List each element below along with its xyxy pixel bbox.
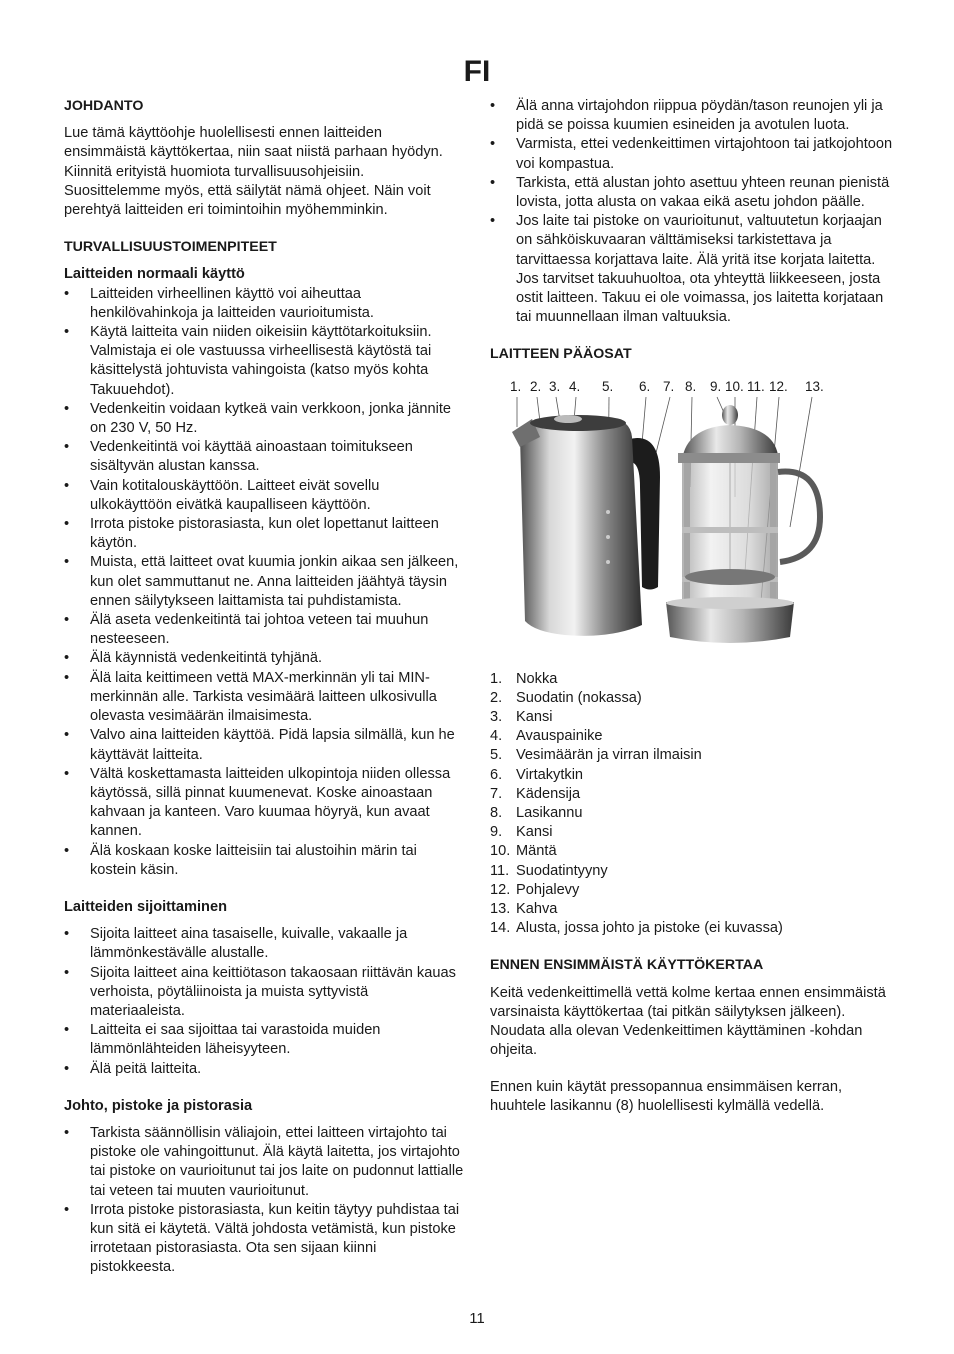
list-item: • Vältä koskettamasta laitteiden ulkopintoja niiden ollessa käytössä, sillä pinnat kuumenevat. Koske ainoastaan kahvaan ja kanteen. Varo kuumaa höyryä, kun avaat kannen. — [64, 765, 464, 842]
list-item: • Vedenkeitintä voi käyttää ainoastaan toimitukseen sisältyvän alustan kanssa. — [64, 438, 464, 476]
list-item: • Älä anna virtajohdon riippua pöydän/tason reunojen yli ja pidä se poissa kuumien esineiden ja avotulen luota. — [490, 97, 895, 135]
list-item: • Tarkista säännöllisin väliajoin, ettei laitteen virtajohto tai pistoke ole vahingoittunut. Älä käytä laitetta, jos virtajohto tai pistoke on vaurioitunut tai jos laite on pudonnut lattialle tai veteen tai muuten vaurioitunut. — [64, 1124, 464, 1201]
list-item: • Käytä laitteita vain niiden oikeisiin käyttötarkoituksiin. Valmistaja ei ole vastuussa virheellisestä käytöstä tai käsittelystä johtuvista vahingoista (katso myös kohta Takuuehdot). — [64, 323, 464, 400]
cord-list — [64, 1124, 464, 1278]
list-item: • Laitteita ei saa sijoittaa tai varastoida muiden lämmönlähteiden läheisyyteen. — [64, 1021, 464, 1059]
list-item: • Älä laita keittimeen vettä MAX-merkinnän yli tai MIN-merkinnän alle. Tarkista vesimäärä laitteen ulkosivulla olevasta vesimäärän ilmaisimesta. — [64, 669, 464, 727]
cord-list-continued — [490, 97, 895, 327]
list-item: • Jos laite tai pistoke on vaurioitunut, valtuutetun korjaajan on sähköiskuvaaran välttämiseksi tarkistettava ja tarvittaessa korjattava laite. Älä yritä itse korjata laitetta. Jos tarvitset takuuhuoltoa, ota yhteyttä liikkeeseen, josta ostit laitteen. Takuu ei ole voimassa, jos laitetta korjataan tai muunnellaan ilman valtuuksia. — [490, 212, 895, 327]
list-item: • Muista, että laitteet ovat kuumia jonkin aikaa sen jälkeen, kun olet sammuttanut ne. Anna laitteiden jäähtyä täysin ennen säilytykseen laittamista tai puhdistamista. — [64, 553, 464, 611]
normal-use-heading: Laitteiden normaali käyttö — [64, 266, 245, 283]
figure-label: 1. — [510, 378, 522, 394]
list-item: 3. Kansi — [490, 709, 553, 726]
list-item: • Älä koskaan koske laitteisiin tai alustoihin märin tai kostein käsin. — [64, 842, 464, 880]
first-use-heading: ENNEN ENSIMMÄISTÄ KÄYTTÖKERTAA — [490, 957, 764, 974]
kettle-and-press-illustration — [490, 377, 895, 662]
language-code: FI — [463, 55, 491, 88]
list-item: • Laitteiden virheellinen käyttö voi aiheuttaa henkilövahinkoja ja laitteiden vaurioitumista. — [64, 285, 464, 323]
list-item: • Varmista, ettei vedenkeittimen virtajohtoon tai jatkojohtoon voi kompastua. — [490, 135, 895, 173]
intro-text: Lue tämä käyttöohje huolellisesti ennen laitteiden ensimmäistä käyttökertaa, niin saat niistä parhaan hyödyn. Kiinnitä erityistä huomiota turvallisuusohjeisiin. Suosittelemme myös, että säilytät nämä ohjeet. Näin voit perehtyä laitteiden eri toimintoihin myöhemminkin. — [64, 125, 443, 219]
first-use-paragraph-1: Keitä vedenkeittimellä vettä kolme kertaa ennen ensimmäistä varsinaista käyttökertaa (tai pitkän säilytyksen jälkeen). Noudata alla olevan Vedenkeittimen käyttäminen -kohdan ohjeita. — [490, 984, 886, 1059]
normal-use-list — [64, 285, 464, 880]
cord-heading: Johto, pistoke ja pistorasia — [64, 1097, 253, 1114]
list-item: 7. Kädensija — [490, 785, 581, 802]
list-item: 11. Suodatintyyny — [490, 862, 608, 879]
list-item: 6. Virtakytkin — [490, 766, 584, 783]
figure-label: 8. — [685, 378, 697, 394]
first-use-paragraph-2: Ennen kuin käytät pressopannua ensimmäisen kerran, huuhtele lasikannu (8) huolellisesti kylmällä vedellä. — [490, 1078, 843, 1114]
figure-label: 10. — [725, 378, 744, 394]
list-item: • Tarkista, että alustan johto asettuu yhteen reunan pienistä lovista, jotta alusta on vakaa eikä asetu johdon päälle. — [490, 174, 895, 212]
right-column — [490, 97, 895, 1116]
page-number: 11 — [469, 1310, 485, 1327]
figure-label: 2. — [530, 378, 542, 394]
figure-label: 12. — [769, 378, 788, 394]
left-column — [64, 97, 464, 1278]
list-item: 10. Mäntä — [490, 843, 557, 860]
figure-label: 4. — [569, 378, 581, 394]
figure-label: 3. — [549, 378, 561, 394]
list-item: 2. Suodatin (nokassa) — [490, 689, 642, 706]
list-item: • Valvo aina laitteiden käyttöä. Pidä lapsia silmällä, kun he käyttävät laitteita. — [64, 726, 464, 764]
safety-heading: TURVALLISUUSTOIMENPITEET — [64, 239, 277, 256]
list-item: 13. Kahva — [490, 901, 558, 918]
list-item: • Sijoita laitteet aina keittiötason takaosaan riittävän kauas verhoista, pöytäliinoista ja muista syttyvistä materiaaleista. — [64, 964, 464, 1022]
parts-heading: LAITTEEN PÄÄOSAT — [490, 346, 632, 363]
list-item: 1. Nokka — [490, 670, 558, 687]
list-item: 8. Lasikannu — [490, 805, 583, 822]
product-figure — [490, 377, 895, 662]
list-item: 12. Pohjalevy — [490, 881, 580, 898]
list-item: • Irrota pistoke pistorasiasta, kun keitin täytyy puhdistaa tai kun sitä ei käytetä. Vältä johdosta vetämistä, kun pistoke irrotetaan pistorasiasta. Ota sen sijaan kiinni pistokkeesta. — [64, 1201, 464, 1278]
list-item: • Sijoita laitteet aina tasaiselle, kuivalle, vakaalle ja lämmönkestävälle alustalle. — [64, 925, 464, 963]
list-item: 14. Alusta, jossa johto ja pistoke (ei kuvassa) — [490, 920, 783, 937]
list-item: 5. Vesimäärän ja virran ilmaisin — [490, 747, 702, 764]
list-item: 9. Kansi — [490, 824, 553, 841]
list-item: • Älä peitä laitteita. — [64, 1060, 464, 1079]
intro-heading: JOHDANTO — [64, 98, 144, 114]
figure-label: 7. — [663, 378, 675, 394]
list-item: • Irrota pistoke pistorasiasta, kun olet lopettanut laitteen käytön. — [64, 515, 464, 553]
figure-label: 9. — [710, 378, 722, 394]
figure-label: 11. — [747, 378, 765, 394]
list-item: • Vedenkeitin voidaan kytkeä vain verkkoon, jonka jännite on 230 V, 50 Hz. — [64, 400, 464, 438]
list-item: 4. Avauspainike — [490, 728, 603, 745]
list-item: • Älä aseta vedenkeitintä tai johtoa veteen tai muuhun nesteeseen. — [64, 611, 464, 649]
parts-list — [490, 670, 895, 939]
placement-list — [64, 925, 464, 1079]
list-item: • Älä käynnistä vedenkeitintä tyhjänä. — [64, 649, 464, 668]
list-item: • Vain kotitalouskäyttöön. Laitteet eivät sovellu ulkokäyttöön eivätkä kaupalliseen käyttöön. — [64, 477, 464, 515]
figure-label: 13. — [805, 378, 824, 394]
figure-label: 5. — [602, 378, 614, 394]
placement-heading: Laitteiden sijoittaminen — [64, 898, 227, 915]
figure-label: 6. — [639, 378, 651, 394]
